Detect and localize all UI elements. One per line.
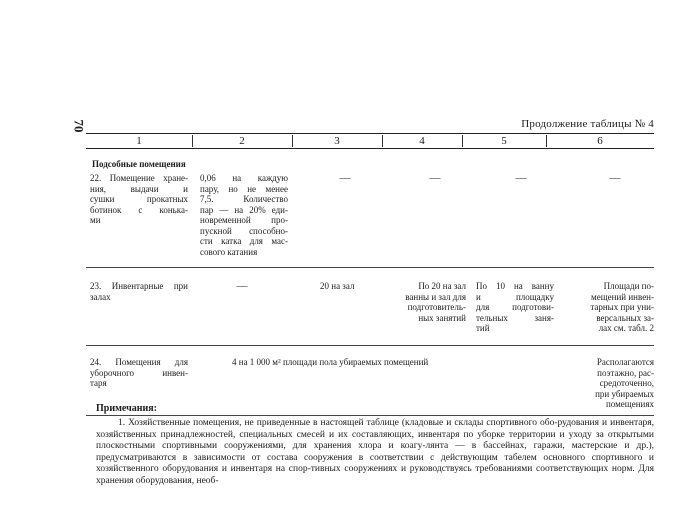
row-23-name: 23. Инвентарные при залах	[90, 281, 188, 302]
row-22-col4-dash: —	[429, 172, 441, 184]
column-header-2: 2	[192, 134, 292, 148]
row-24-name: 24. Помещения для уборочного инвен- таря	[90, 357, 188, 388]
row-22-col3-dash: —	[339, 172, 351, 184]
row-22-col6-dash: —	[609, 172, 621, 184]
notes-text: 1. Хозяйственные помещения, не приведенные в настоящей таблице (кладовые и склады спортивного обо-рудования и инвентаря, хозяйственных принадлежностей, специальных смесей и их составляющих, инвентаря по уборке территории и уходу за открытыми плоскостными спортивными сооружениями, для хранения хлора и коагу-лянта — в бассейнах, гаражи, мастерские и др.), предусматриваются в зависимости от состава сооружения в соответствии с действующим табелем основного спортивного и хозяйственного оборудования и инвентаря на спор-тивных сооружениях и руководствуясь требованиями соответствующих норм. Для хранения оборудования, необ-	[96, 418, 654, 486]
column-header-1: 1	[136, 135, 142, 147]
table-row-24	[86, 357, 654, 417]
row-23-col3: 20 на зал	[320, 281, 355, 291]
row-23-col4: По 20 на зал ванны и зал для подготовитель- ных занятий	[405, 281, 466, 323]
table-bottom-rule	[86, 415, 654, 416]
row-23-col6: Площади по- мещений инвен- тарных при уни- версальных за- лах см. табл. 2	[590, 281, 654, 333]
row-22-name: 22. Помещение хране- ния, выдачи и сушки прокатных ботинок с конька- ми	[90, 173, 188, 225]
column-header-4: 4	[382, 134, 462, 148]
row-22-area: 0,06 на каждую пару, но не менее 7,5. Количество пар — на 20% еди- новременной про- пускной способно- сти катка для мас- сового катания	[200, 173, 288, 257]
column-header-6: 6	[546, 134, 654, 148]
column-header-3: 3	[292, 134, 382, 148]
row-23-col5: По 10 на ванну и площадку для подготови- тельных заня- тий	[476, 281, 554, 333]
row-24-span-text: 4 на 1 000 м² площади пола убираемых помещений	[232, 357, 429, 367]
page-number: 70	[71, 119, 87, 133]
section-title: Подсобные помещения	[92, 159, 186, 169]
table	[86, 133, 654, 417]
table-header-row	[86, 134, 654, 149]
row-24-col6: Располагаются поэтажно, рас- средоточенно, при убираемых помещениях	[595, 357, 654, 409]
row-23-col2-dash: —	[236, 280, 248, 292]
notes-title: Примечания:	[96, 403, 158, 414]
table-row-22	[86, 173, 654, 271]
row-22-col5-dash: —	[515, 172, 527, 184]
row-23-divider	[86, 345, 654, 346]
column-header-5: 5	[462, 134, 546, 148]
table-caption: Продолжение таблицы № 4	[521, 118, 654, 130]
table-row-23	[86, 281, 654, 351]
row-22-divider	[86, 267, 654, 268]
